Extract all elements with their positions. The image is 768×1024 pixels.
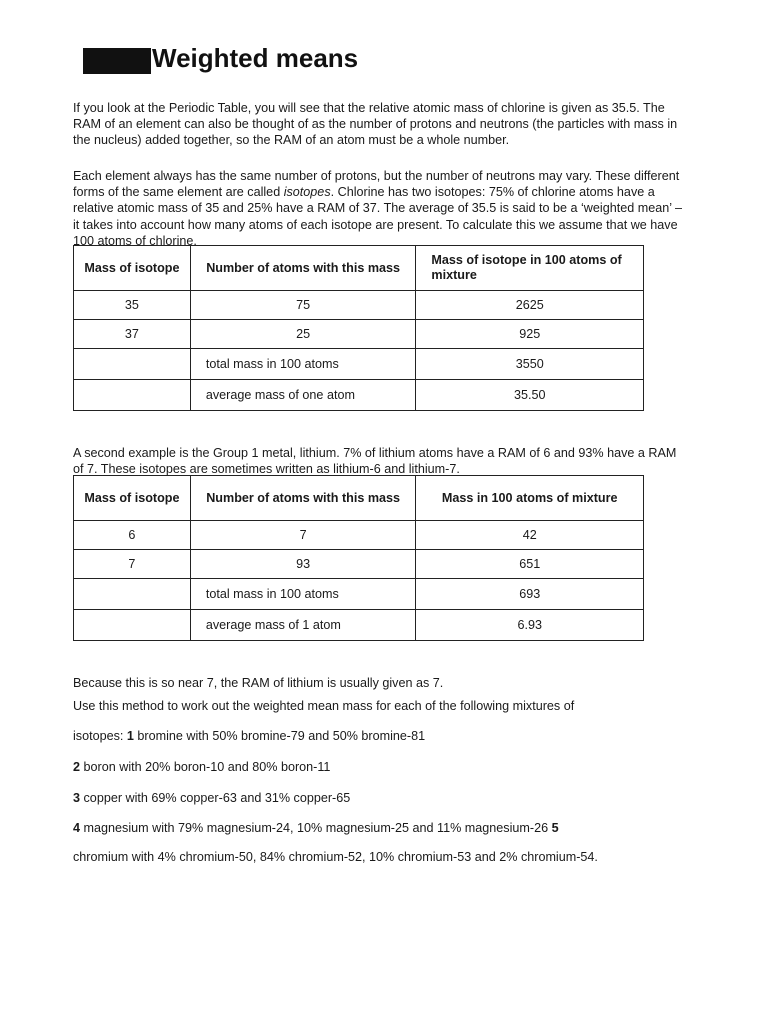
table-row <box>74 610 644 641</box>
intro-text-b: . Chlorine has two isotopes: 75% of chlorine atoms have a relative atomic mass of 35 and 25% have a RAM of 37. The average of 35.5 is said to be a ‘weighted mean’ – it takes into account how many atoms of each isotope are present. To calculate this we assume that we have 100 atoms of chlorine. <box>73 185 683 248</box>
redaction-bar <box>83 48 151 74</box>
col-header-mass: Mass of isotope <box>74 476 191 521</box>
col-header-total-mass: Mass of isotope in 100 atoms of mixture <box>416 246 644 291</box>
isotopes-term: isotopes <box>283 185 331 200</box>
table-header-row <box>74 476 644 521</box>
table-cell: average mass of one atom <box>190 380 416 411</box>
table-row <box>74 579 644 610</box>
table-cell: 6.93 <box>416 610 644 641</box>
table-cell: 37 <box>74 320 191 349</box>
q4-text: magnesium with 79% magnesium-24, 10% magnesium-25 and 11% magnesium-26 <box>80 821 552 835</box>
col-header-mass: Mass of isotope <box>74 246 191 291</box>
table-cell: 693 <box>416 579 644 610</box>
table-cell: 7 <box>74 550 191 579</box>
table-cell: average mass of 1 atom <box>190 610 416 641</box>
table-cell: 3550 <box>416 349 644 380</box>
col-header-total-mass: Mass in 100 atoms of mixture <box>416 476 644 521</box>
table-cell: total mass in 100 atoms <box>190 579 416 610</box>
table-cell: total mass in 100 atoms <box>190 349 416 380</box>
table-cell: 2625 <box>416 291 644 320</box>
q1-text: bromine with 50% bromine-79 and 50% bromine-81 <box>133 729 426 743</box>
table-cell: 7 <box>190 521 416 550</box>
intro-paragraph-2 <box>73 168 688 249</box>
question-1 <box>73 729 425 743</box>
q3-text: copper with 69% copper-63 and 31% copper-65 <box>80 791 351 805</box>
table-row <box>74 349 644 380</box>
table-cell: 75 <box>190 291 416 320</box>
table-cell: 93 <box>190 550 416 579</box>
table-row <box>74 521 644 550</box>
col-header-atoms: Number of atoms with this mass <box>190 476 416 521</box>
table-row <box>74 380 644 411</box>
q3-number: 3 <box>73 791 81 805</box>
q2-number: 2 <box>73 760 81 774</box>
table-cell <box>74 579 191 610</box>
q1-prefix: isotopes: <box>73 729 127 743</box>
page-title: Weighted means <box>152 43 359 73</box>
question-2 <box>73 760 330 774</box>
table-cell: 35 <box>74 291 191 320</box>
question-5: chromium with 4% chromium-50, 84% chromium-52, 10% chromium-53 and 2% chromium-54. <box>73 850 598 864</box>
instructions-text: Use this method to work out the weighted mean mass for each of the following mixtures of <box>73 699 575 713</box>
q4-number: 4 <box>73 821 81 835</box>
table-header-row <box>74 246 644 291</box>
q2-text: boron with 20% boron-10 and 80% boron-11 <box>80 760 331 774</box>
question-4 <box>73 821 559 835</box>
table-cell: 42 <box>416 521 644 550</box>
table-cell: 651 <box>416 550 644 579</box>
chlorine-table <box>73 245 644 411</box>
table-cell <box>74 349 191 380</box>
table-cell: 25 <box>190 320 416 349</box>
q5-number: 5 <box>551 821 559 835</box>
intro-paragraph-1: If you look at the Periodic Table, you will see that the relative atomic mass of chlorine is given as 35.5. The RAM of an element can also be thought of as the number of protons and neutrons (the particles with mass in the nucleus) added together, so the RAM of an atom must be a whole number. <box>73 101 678 148</box>
table-cell: 35.50 <box>416 380 644 411</box>
lithium-table <box>73 475 644 641</box>
lithium-paragraph: A second example is the Group 1 metal, lithium. 7% of lithium atoms have a RAM of 6 and 93% have a RAM of 7. These isotopes are sometimes written as lithium-6 and lithium-7. <box>73 446 677 477</box>
table-row <box>74 320 644 349</box>
table-cell: 925 <box>416 320 644 349</box>
col-header-atoms: Number of atoms with this mass <box>190 246 416 291</box>
intro-text-a: Each element always has the same number of protons, but the number of neutrons may vary. These different forms of the same element are called <box>73 169 680 200</box>
conclusion-text: Because this is so near 7, the RAM of lithium is usually given as 7. <box>73 676 444 690</box>
table-cell <box>74 380 191 411</box>
question-3 <box>73 791 350 805</box>
q1-number: 1 <box>126 729 134 743</box>
table-row <box>74 550 644 579</box>
table-cell: 6 <box>74 521 191 550</box>
table-cell <box>74 610 191 641</box>
table-row <box>74 291 644 320</box>
